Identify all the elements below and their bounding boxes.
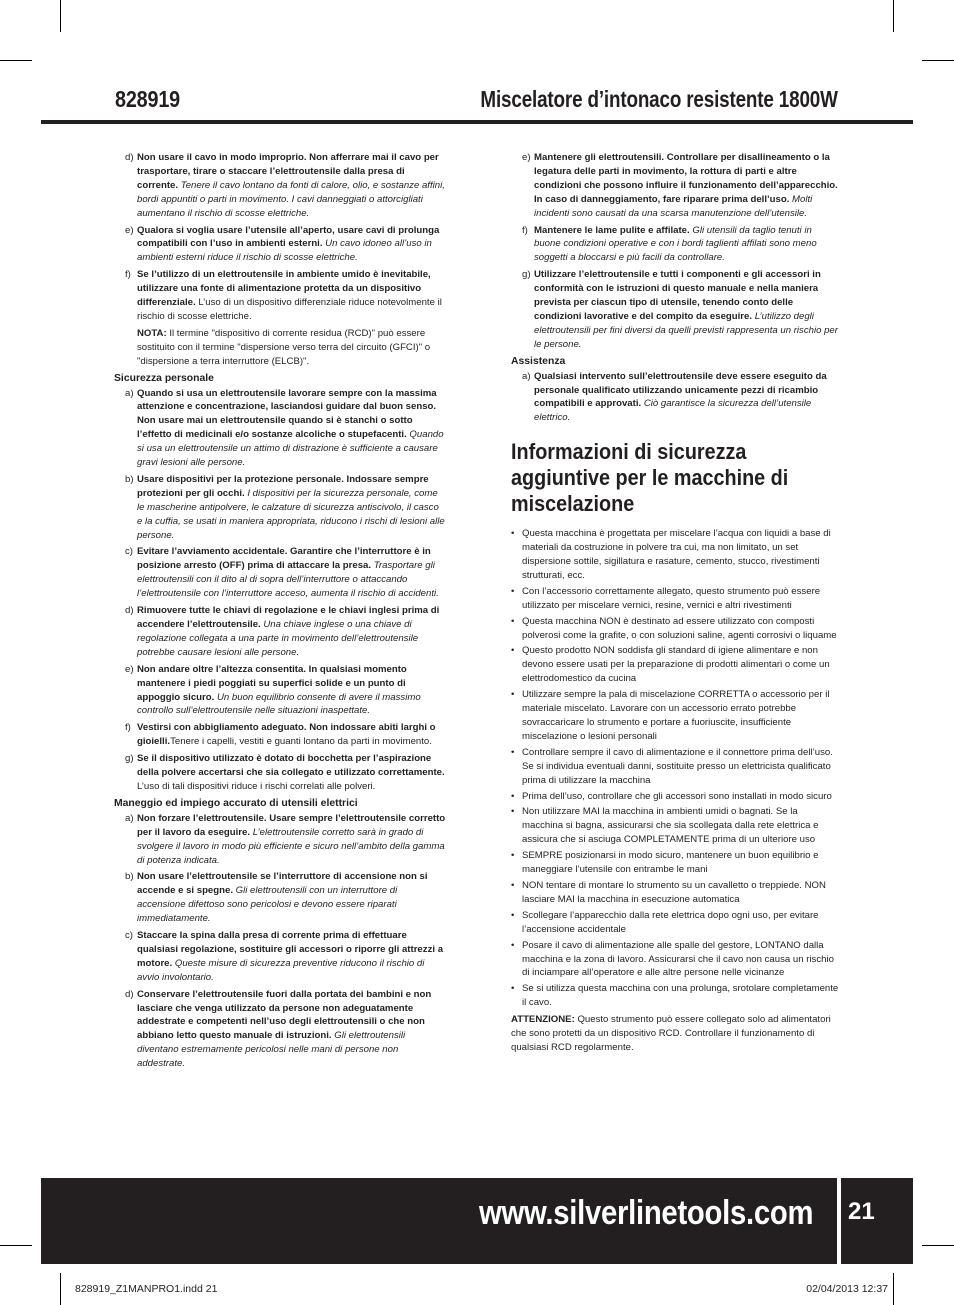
attention-note: [511, 1013, 841, 1055]
item-bold-text: Staccare la spina dalla presa di corrente prima di effettuare qualsiasi regolazione, sostituire gli accessori o riporre gli attrezzi a motore.: [137, 930, 444, 969]
list-item: [114, 387, 446, 470]
item-italic-text: Un buon equilibrio consente di avere il massimo controllo sull’elettroutensile nelle situazioni inaspettate.: [137, 691, 421, 717]
subheading-service: Assistenza: [511, 355, 566, 367]
item-letter: e): [125, 224, 134, 236]
bullet-item: • Non utilizzare MAI la macchina in ambienti umidi o bagnati. Se la macchina si bagna, assicurarsi che sia scollegata dalla rete elettrica e assicura che si asciuga COMPLETAMENTE prima di un ulteriore uso: [511, 805, 841, 847]
bullet-item: • Se si utilizza questa macchina con una prolunga, srotolare completamente il cavo.: [511, 982, 841, 1010]
bullet-item: • Questa macchina è progettata per miscelare l’acqua con liquidi a base di materiali da costruzione in polvere tra cui, ma non limitato, un set dispersione sottile, sigillatura e rasature, cemento, stucco, rivestimenti strutturati, ecc.: [511, 527, 841, 583]
item-bold-text: Evitare l’avviamento accidentale. Garantire che l’interruttore è in posizione arresto (OFF) prima di attaccare la presa.: [137, 546, 431, 572]
crop-mark: [922, 60, 954, 61]
left-items-1: [114, 151, 446, 324]
item-bold-text: Qualora si voglia usare l’utensile all’aperto, usare cavi di prolunga compatibili con l’uso in ambienti esterni.: [137, 224, 440, 250]
item-bold-text: Non andare oltre l’altezza consentita. In qualsiasi momento mantenere i piedi poggiati su superfici solide e un punto di appoggio sicuro.: [137, 663, 407, 703]
item-italic-text: Molti incidenti sono causati da una scarsa manutenzione dell’utensile.: [534, 193, 813, 219]
section-heading: Informazioni di sicurezza aggiuntive per le macchine di miscelazione: [511, 439, 789, 517]
item-bold-text: Usare dispositivi per la protezione personale. Indossare sempre protezioni per gli occhi.: [137, 473, 429, 499]
item-plain-text: Tenere i capelli, vestiti e guanti lontano da parti in movimento.: [170, 736, 432, 748]
list-item: [511, 224, 841, 266]
item-italic-text: Gli elettroutensili con un interruttore di accensione difettoso sono pericolosi e devono essere riparati immediatamente.: [137, 885, 398, 925]
item-letter: f): [125, 722, 131, 734]
crop-mark: [60, 0, 61, 32]
item-bold-text: Non usare il cavo in modo improprio. Non afferrare mai il cavo per trasportare, tirare o staccare l’elettroutensile dalla presa di corrente.: [137, 152, 439, 191]
item-letter: d): [125, 152, 134, 163]
subheading-personal-safety: Sicurezza personale: [114, 372, 214, 384]
list-item: [114, 268, 446, 324]
page-number: 21: [848, 1198, 875, 1225]
item-bold-text: Mantenere gli elettroutensili. Controllare per disallineamento o la legatura delle parti in movimento, la rottura di parti e altre condizioni che possono influire il funzionamento dell’apparecchio. In caso di danneggiamento, fare riparare prima dell’uso.: [534, 152, 838, 205]
note: [114, 327, 446, 369]
item-italic-text: Queste misure di sicurezza preventive riducono il rischio di avvio involontario.: [137, 957, 425, 983]
item-bold-text: Se il dispositivo utilizzato è dotato di bocchetta per l’aspirazione della polvere accertarsi che sia collegato e utilizzato correttamente.: [137, 753, 445, 779]
bullet-item: • Scollegare l’apparecchio dalla rete elettrica dopo ogni uso, per evitare l’accensione accidentale: [511, 909, 841, 937]
item-italic-text: Una chiave inglese o una chiave di regolazione collegata a una parte in movimento dell’elettroutensile potrebbe causare lesioni alle persone.: [137, 619, 419, 658]
item-italic-text: Trasportare gli elettroutensili con il dito al di sopra dell’interruttore o attaccando l’elettroutensile con l’interruttore acceso, aumenta il rischio di accidenti.: [137, 560, 439, 600]
left-column: [114, 151, 446, 1074]
note-text: Il termine "dispositivo di corrente residua (RCD)" può essere sostituito con il termine "dispersione verso terra del circuito (GFCI)" o "dispersione a terra interruttore (ELCB)".: [137, 327, 431, 367]
bullet-item: • Questa macchina NON è destinato ad essere utilizzato con composti polverosi come la grafite, o con soluzioni saline, agenti corrosivi o liquame: [511, 615, 841, 643]
bullet-item: • Con l’accessorio correttamente allegato, questo strumento può essere utilizzato per miscelare vernici, resine, vernici e altri rivestimenti: [511, 585, 841, 613]
item-letter: a): [125, 812, 134, 824]
page-number-separator: [837, 1178, 841, 1264]
item-letter: a): [125, 387, 134, 399]
item-bold-text: Se l’utilizzo di un elettroutensile in ambiente umido è inevitabile, utilizzare una fonte di alimentazione protetta da un dispositivo differenziale.: [137, 269, 431, 309]
item-bold-text: Qualsiasi intervento sull’elettroutensile deve essere eseguito da personale qualificato utilizzando unicamente pezzi di ricambio compatibili e approvati.: [534, 370, 827, 410]
crop-mark: [60, 1273, 61, 1305]
item-letter: c): [125, 930, 133, 942]
item-letter: e): [522, 152, 531, 163]
file-slug: 828919_Z1MANPRO1.indd 21: [75, 1283, 218, 1295]
item-plain-text: L’uso di un dispositivo differenziale riduce notevolmente il rischio di scosse elettriche.: [137, 297, 442, 322]
list-item: [114, 988, 446, 1071]
item-letter: g): [522, 269, 531, 281]
item-letter: c): [125, 546, 133, 558]
item-italic-text: L’elettroutensile corretto sarà in grado di svolgere il lavoro in modo più efficiente e sicuro nell’ambito della gamma di potenza indicata.: [137, 826, 445, 866]
list-item: [114, 473, 446, 543]
list-item: [511, 151, 841, 221]
list-item: [511, 370, 841, 426]
date-slug: 02/04/2013 12:37: [806, 1283, 888, 1295]
header-rule: [41, 120, 913, 124]
item-letter: f): [125, 269, 131, 281]
bullet-list: [511, 527, 841, 1010]
subheading-tool-use: Maneggio ed impiego accurato di utensili elettrici: [114, 797, 358, 809]
attention-label: ATTENZIONE:: [511, 1014, 575, 1026]
left-items-2: [114, 387, 446, 794]
crop-mark: [0, 1245, 32, 1246]
bullet-item: • Utilizzare sempre la pala di miscelazione CORRETTA o accessorio per il materiale miscelato. Lavorare con un accessorio errato potrebbe sovraccaricare lo strumento e portare a fuoriuscite, insufficiente miscelazione o lesioni personali: [511, 688, 841, 744]
left-items-3: [114, 812, 446, 1071]
item-bold-text: Vestirsi con abbigliamento adeguato. Non indossare abiti larghi o gioielli.: [137, 722, 436, 748]
right-items-1: [511, 151, 841, 352]
item-italic-text: Tenere il cavo lontano da fonti di calore, olio, e sostanze affini, bordi appuntiti o parti in movimento. I cavi danneggiati o attorcigliati aumentano il rischio di scosse elettriche.: [137, 179, 445, 219]
item-letter: b): [125, 871, 134, 883]
list-item: [114, 151, 446, 221]
crop-mark: [893, 1273, 894, 1305]
item-letter: d): [125, 605, 134, 617]
item-bold-text: Mantenere le lame pulite e affilate.: [534, 224, 690, 236]
item-italic-text: Quando si usa un elettroutensile un attimo di distrazione è sufficiente a causare gravi lesioni alle persone.: [137, 429, 444, 469]
bullet-item: • Controllare sempre il cavo di alimentazione e il connettore prima dell’uso. Se si individua eventuali danni, sostituite presso un elettricista qualificato prima di utilizzare la macchina: [511, 746, 841, 788]
list-item: [114, 929, 446, 985]
list-item: [511, 268, 841, 351]
list-item: [114, 663, 446, 719]
item-italic-text: Gli elettroutensili diventano estremamente pericolosi nelle mani di persone non addestrate.: [137, 1030, 406, 1070]
item-bold-text: Non usare l’elettroutensile se l’interruttore di accensione non si accende e si spegne.: [137, 871, 428, 897]
item-letter: a): [522, 370, 531, 382]
product-code: 828919: [115, 86, 180, 112]
item-letter: g): [125, 753, 134, 765]
right-column: [511, 151, 841, 1055]
list-item: [114, 752, 446, 794]
item-plain-text: L’uso di tali dispositivi riduce i rischi correlati alle polveri.: [137, 780, 376, 792]
item-italic-text: Gli utensili da taglio tenuti in buone condizioni operative e con i bordi taglienti affilati sono meno soggetti a bloccarsi e più facili da controllare.: [534, 224, 817, 264]
item-italic-text: L’utilizzo degli elettroutensili per fini diversi da quelli previsti rappresenta un rischio per le persone.: [534, 310, 838, 350]
item-letter: d): [125, 988, 134, 1000]
crop-mark: [922, 1245, 954, 1246]
list-item: [114, 870, 446, 926]
item-letter: e): [125, 663, 134, 675]
item-bold-text: Non forzare l’elettroutensile. Usare sempre l’elettroutensile corretto per il lavoro da eseguire.: [137, 812, 446, 838]
item-bold-text: Rimuovere tutte le chiavi di regolazione e le chiavi inglesi prima di accendere l’elettroutensile.: [137, 605, 440, 630]
bullet-item: • SEMPRE posizionarsi in modo sicuro, mantenere un buon equilibrio e maneggiare l’utensile con entrambe le mani: [511, 849, 841, 877]
list-item: [114, 721, 446, 749]
page-title: Miscelatore d’intonaco resistente 1800W: [480, 86, 838, 112]
list-item: [114, 604, 446, 660]
bullet-item: • Prima dell’uso, controllare che gli accessori sono installati in modo sicuro: [511, 790, 841, 804]
crop-mark: [893, 0, 894, 32]
item-letter: b): [125, 473, 134, 485]
right-items-2: [511, 370, 841, 426]
item-letter: f): [522, 224, 528, 236]
item-italic-text: Ciò garantisce la sicurezza dell’utensile elettrico.: [534, 398, 812, 424]
bullet-item: • Posare il cavo di alimentazione alle spalle del gestore, LONTANO dalla macchina e la zona di lavoro. Assicurarsi che il cavo non causa un rischio di inciampare all’operatore e alle altre persone nelle vicinanze: [511, 939, 841, 981]
item-bold-text: Conservare l’elettroutensile fuori dalla portata dei bambini e non lasciare che venga utilizzato da persone non adeguatamente addestrate e competenti nell’uso degli elettroutensili o che non abbiano letto questo manuale di istruzioni.: [137, 988, 432, 1042]
attention-text: Questo strumento può essere collegato solo ad alimentatori che sono protetti da un dispositivo RCD. Controllare il funzionamento di qualsiasi RCD regolarmente.: [511, 1014, 831, 1053]
list-item: [114, 224, 446, 266]
item-italic-text: I dispositivi per la sicurezza personale, come le mascherine antipolvere, le calzature di sicurezza antiscivolo, il casco e la cuffia, se usati in maniera appropriata, riducono i rischi di lesioni alle persone.: [137, 487, 445, 541]
bullet-item: • NON tentare di montare lo strumento su un cavalletto o treppiede. NON lasciare MAI la macchina in esecuzione automatica: [511, 879, 841, 907]
item-bold-text: Quando si usa un elettroutensile lavorare sempre con la massima attenzione e concentrazione, lasciandosi guidare dal buon senso. Non usare mai un elettroutensile quando si è stanchi o sotto l’effetto di medicinali e/o sostanze alcoliche o stupefacenti.: [137, 387, 437, 441]
crop-mark: [0, 60, 32, 61]
list-item: [114, 812, 446, 868]
list-item: [114, 545, 446, 601]
website-url: www.silverlinetools.com: [479, 1194, 814, 1232]
item-bold-text: Utilizzare l’elettroutensile e tutti i componenti e gli accessori in conformità con le istruzioni di questo manuale e nella maniera prevista per ciascun tipo di utensile, tenendo conto delle condizioni lavorative e del compito da eseguire.: [534, 269, 821, 322]
bullet-item: • Questo prodotto NON soddisfa gli standard di igiene alimentare e non devono essere usati per la preparazione di prodotti alimentari o come un elettrodomestico da cucina: [511, 644, 841, 686]
item-italic-text: Un cavo idoneo all’uso in ambienti esterni riduce il rischio di scosse elettriche.: [137, 238, 432, 264]
note-label: NOTA:: [137, 327, 167, 339]
